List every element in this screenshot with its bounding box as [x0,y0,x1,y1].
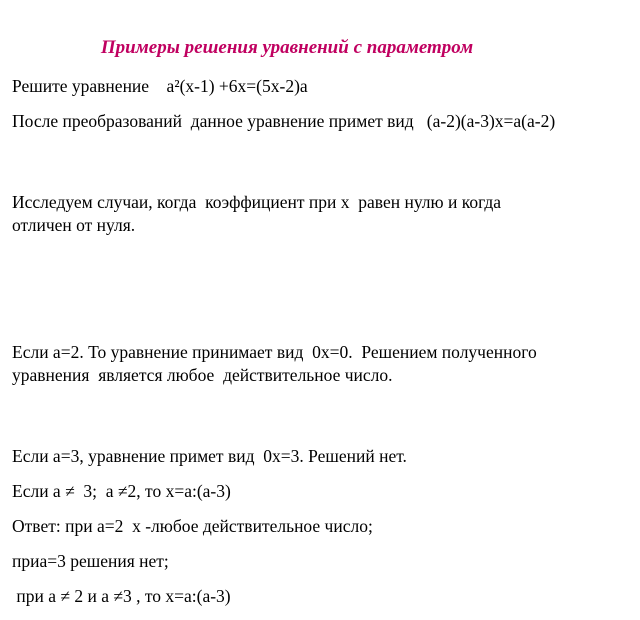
transformed-equation: После преобразований данное уравнение примет вид (a-2)(a-3)x=a(a-2) [12,111,556,131]
answer-line-2: приa=3 решения нет; [12,551,169,571]
case-analysis-line-1: Исследуем случаи, когда коэффициент при x равен нулю и когда [12,192,502,212]
slide-title: Примеры решения уравнений с параметром [100,37,474,58]
case-analysis-intro [12,145,632,283]
case-a-equals-2-line-1: Если a=2. То уравнение принимает вид 0x=0. Решением полученного [12,342,537,362]
case-analysis-line-2: отличен от нуля. [12,215,136,235]
answer-line-3: при a ≠ 2 и a ≠3 , то x=a:(a-3) [12,586,231,606]
task-statement: Решите уравнение a²(x-1) +6x=(5x-2)a [12,76,308,96]
case-a-equals-2-line-2: уравнения является любое действительное число. [12,365,393,385]
slide-body [12,75,632,620]
case-a-equals-2 [12,295,632,433]
case-general: Если a ≠ 3; a ≠2, то x=a:(a-3) [12,481,231,501]
case-a-equals-3: Если a=3, уравнение примет вид 0x=3. Решений нет. [12,446,407,466]
answer-line-1: Ответ: при a=2 x -любое действительное число; [12,516,373,536]
